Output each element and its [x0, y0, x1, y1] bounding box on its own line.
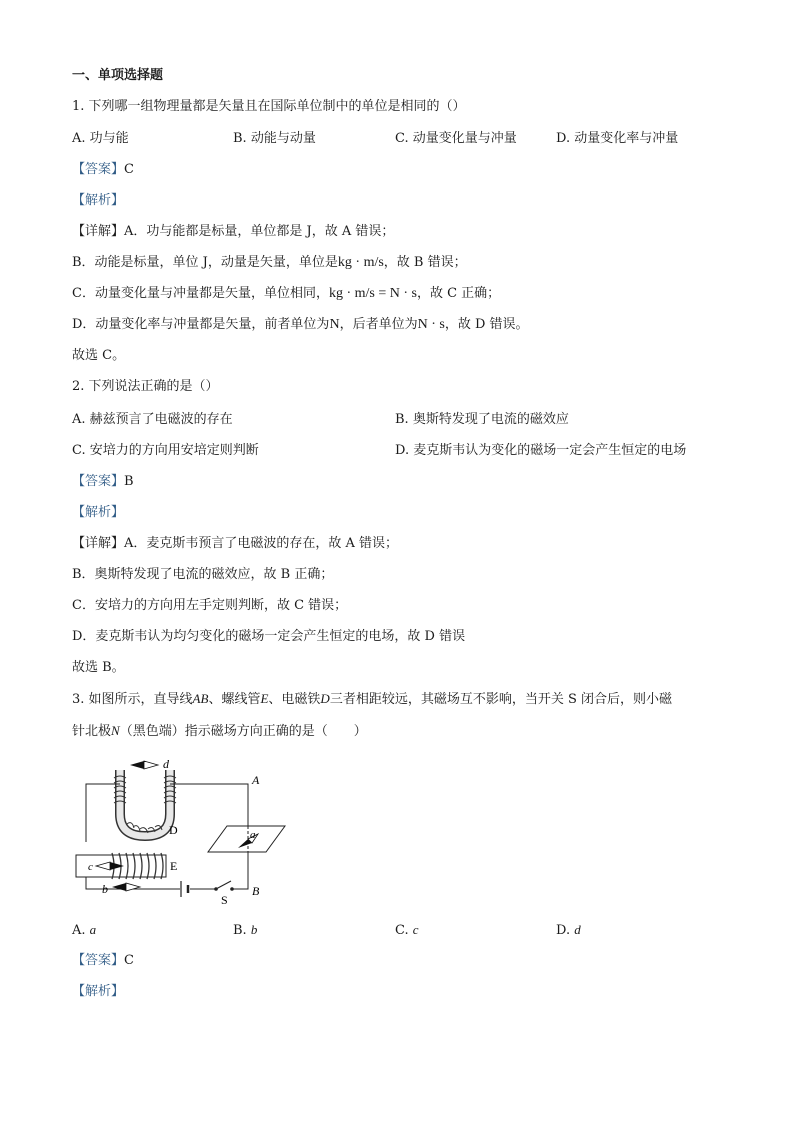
answer-tag: 【答案】: [72, 953, 125, 968]
q3-option-c: [395, 921, 419, 940]
q1-option-a: A. 功与能: [72, 131, 129, 146]
q2-stem: 2. 下列说法正确的是（）: [72, 379, 219, 394]
q2-option-b: B. 奥斯特发现了电流的磁效应: [395, 412, 569, 427]
label-a-point: A: [252, 773, 260, 787]
q1-detail-line-4: [72, 316, 529, 334]
stem-symbol: D: [320, 691, 330, 706]
label-d: d: [163, 757, 169, 771]
detail-text: ，故 D 错误。: [444, 317, 529, 332]
q1-detail-line-3: [72, 285, 500, 303]
detail-text: D．动量变化率与冲量都是矢量，前者单位为: [72, 317, 330, 332]
option-value: a: [89, 922, 97, 937]
option-letter: D.: [556, 923, 571, 938]
q1-stem: 1. 下列哪一组物理量都是矢量且在国际单位制中的单位是相同的（）: [72, 99, 466, 114]
unit-formula: kg · m/s: [337, 255, 384, 270]
q2-option-d: D. 麦克斯韦认为变化的磁场一定会产生恒定的电场: [395, 443, 687, 458]
stem-text: 三者相距较远，其磁场互不影响，当开关 S 闭合后，则小磁: [329, 692, 672, 707]
stem-symbol: E: [260, 691, 269, 706]
compass-needle-d: [130, 761, 158, 769]
label-b-point: B: [252, 884, 260, 898]
answer-value: C: [124, 953, 134, 968]
horizontal-plane: [208, 826, 285, 852]
label-solenoid: E: [170, 859, 178, 873]
unit-formula: N · s: [417, 317, 445, 332]
switch-s: [216, 881, 231, 889]
label-switch: S: [221, 893, 228, 907]
q3-answer: [72, 952, 134, 970]
stem-text: 针北极: [72, 724, 112, 739]
option-letter: B.: [233, 923, 247, 938]
stem-symbol: N: [111, 723, 120, 738]
q3-analysis-tag: 【解析】: [72, 984, 125, 999]
label-a: a: [250, 829, 256, 841]
q1-answer: [72, 161, 134, 179]
q2-detail-line-4: D．麦克斯韦认为均匀变化的磁场一定会产生恒定的电场，故 D 错误: [72, 629, 466, 644]
q3-stem-line-2: [72, 722, 367, 741]
detail-text: ，后者单位为: [339, 317, 418, 332]
unit-formula: kg · m/s = N · s: [328, 286, 417, 301]
q3-option-d: [556, 921, 581, 940]
option-value: c: [412, 922, 419, 937]
option-value: d: [574, 922, 581, 937]
q1-option-d: D. 动量变化率与冲量: [556, 131, 679, 146]
q2-option-c: C. 安培力的方向用安培定则判断: [72, 443, 259, 458]
stem-text: （黑色端）指示磁场方向正确的是（ ）: [119, 724, 367, 739]
wire: [86, 784, 114, 842]
answer-value: B: [124, 474, 134, 489]
electromagnet-core: [120, 770, 170, 836]
detail-text: A．功与能都是标量，单位都是 J，故 A 错误；: [124, 224, 395, 239]
detail-tag: 【详解】: [72, 224, 125, 239]
option-value: b: [250, 922, 258, 937]
q1-conclusion: 故选 C。: [72, 348, 126, 363]
label-electromagnet: D: [169, 823, 178, 837]
label-b: b: [102, 882, 108, 896]
section-title: 一、单项选择题: [72, 68, 164, 83]
label-c: c: [88, 861, 93, 873]
circuit-figure: [72, 752, 297, 907]
q2-detail-line-2: B．奥斯特发现了电流的磁效应，故 B 正确；: [72, 567, 334, 582]
stem-symbol: AB: [192, 691, 209, 706]
detail-text: C．动量变化量与冲量都是矢量，单位相同，: [72, 286, 329, 301]
stem-text: 3. 如图所示，直导线: [72, 692, 193, 707]
option-letter: C.: [395, 923, 409, 938]
detail-text: A．麦克斯韦预言了电磁波的存在，故 A 错误；: [124, 536, 399, 551]
q2-detail-line-1: [72, 535, 398, 553]
q1-detail-line-1: [72, 223, 394, 241]
answer-value: C: [124, 162, 134, 177]
q3-option-a: [72, 921, 96, 940]
detail-text: ，故 B 错误；: [383, 255, 467, 270]
q1-option-b: B. 动能与动量: [233, 131, 316, 146]
compass-needle-b: [112, 883, 140, 891]
q2-conclusion: 故选 B。: [72, 660, 125, 675]
stem-text: 、螺线管: [208, 692, 261, 707]
q1-detail-line-2: [72, 254, 467, 272]
stem-text: 、电磁铁: [268, 692, 321, 707]
q2-answer: [72, 473, 134, 491]
q1-option-c: C. 动量变化量与冲量: [395, 131, 517, 146]
q2-detail-line-3: C．安培力的方向用左手定则判断，故 C 错误；: [72, 598, 348, 613]
q3-stem-line-1: [72, 690, 672, 709]
q2-analysis-tag: 【解析】: [72, 505, 125, 520]
detail-text: B．动能是标量，单位 J，动量是矢量，单位是: [72, 255, 338, 270]
option-letter: A.: [72, 923, 86, 938]
q1-analysis-tag: 【解析】: [72, 193, 125, 208]
answer-tag: 【答案】: [72, 474, 125, 489]
detail-tag: 【详解】: [72, 536, 125, 551]
detail-text: ，故 C 正确；: [416, 286, 501, 301]
unit-formula: N: [329, 317, 340, 332]
q3-option-b: [233, 921, 257, 940]
answer-tag: 【答案】: [72, 162, 125, 177]
q2-option-a: A. 赫兹预言了电磁波的存在: [72, 412, 233, 427]
